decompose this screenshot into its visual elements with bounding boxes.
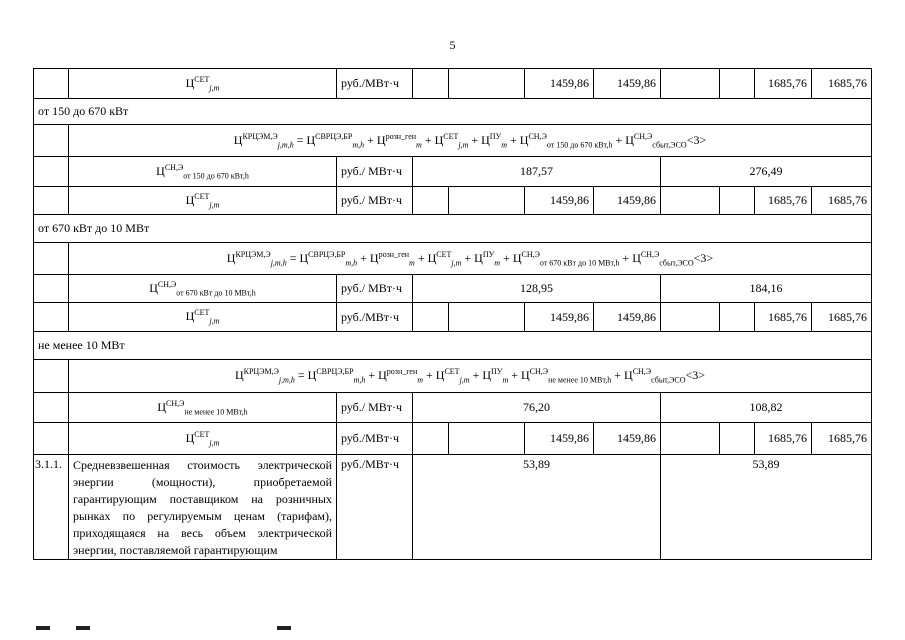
formula-670-10: $Ц^{КРЦЭМ,Э}_{j,m,h} = Ц^{СВРЦЭ,БР}_{m,h} + Ц^{розн\_ген}_m + Ц^{СЕТ}_{j,m} + Ц^{ПУ}_m + Ц^{СН,Э}_{от 670 кВт до 10 МВт,h} + Ц^{СН,Э}_{сбыт,ЭСО}<3>$ xyxy=(69,243,872,275)
unit-cell: руб./ МВт·ч xyxy=(337,157,413,187)
value-cell: 1685,76 xyxy=(812,423,872,455)
symbol-cell xyxy=(69,393,337,423)
unit-cell: руб./МВт·ч xyxy=(337,69,413,99)
tset-symbol: $Ц^{СЕТ}_{j,m}$ xyxy=(185,429,220,448)
table-row xyxy=(34,125,872,157)
table-row xyxy=(34,187,872,215)
value-cell: 187,57 xyxy=(413,157,661,187)
symbol-cell xyxy=(69,275,337,303)
table-row xyxy=(34,455,872,560)
value-cell: 1685,76 xyxy=(812,187,872,215)
unit-cell: руб./ МВт·ч xyxy=(337,393,413,423)
scan-artifact xyxy=(277,626,291,630)
value-cell: 128,95 xyxy=(413,275,661,303)
item-number: 3.1.1. xyxy=(34,455,69,560)
section-heading: от 150 до 670 кВт xyxy=(34,99,872,125)
item-number-cell xyxy=(34,69,69,99)
value-cell: 53,89 xyxy=(413,455,661,560)
value-cell: 76,20 xyxy=(413,393,661,423)
value-cell: 1685,76 xyxy=(755,423,812,455)
symbol-cell xyxy=(69,303,337,332)
unit-cell: руб./ МВт·ч xyxy=(337,275,413,303)
symbol-cell xyxy=(69,423,337,455)
table-row xyxy=(34,99,872,125)
table-row xyxy=(34,215,872,243)
item-description: Средневзвешенная стоимость электрической энергии (мощности), приобретаемой гарантирующим поставщиком на розничных рынках по регулируемым ценам (тарифам), приходящаяся на весь объем электрической энергии, поставляемой гарантирующим xyxy=(69,455,337,560)
value-cell: 1685,76 xyxy=(755,187,812,215)
unit-cell: руб./МВт·ч xyxy=(337,455,413,560)
value-cell: 1459,86 xyxy=(594,69,661,99)
table-row xyxy=(34,360,872,393)
sn-670-10-symbol: $Ц^{СН,Э}_{от 670 кВт до 10 МВт,h}$ xyxy=(149,279,256,298)
table-row xyxy=(34,275,872,303)
symbol-cell xyxy=(69,69,337,99)
page-number: 5 xyxy=(449,38,456,52)
value-cell: 1459,86 xyxy=(525,69,594,99)
table-row xyxy=(34,393,872,423)
value-cell: 1459,86 xyxy=(525,303,594,332)
unit-cell: руб./МВт·ч xyxy=(337,423,413,455)
value-cell: 1685,76 xyxy=(812,303,872,332)
table-row xyxy=(34,332,872,360)
value-cell: 53,89 xyxy=(661,455,872,560)
value-cell: 1685,76 xyxy=(812,69,872,99)
symbol-cell xyxy=(69,187,337,215)
value-cell: 1459,86 xyxy=(594,303,661,332)
value-cell: 1685,76 xyxy=(755,69,812,99)
tset-symbol: $Ц^{СЕТ}_{j,m}$ xyxy=(185,191,220,210)
table-row xyxy=(34,423,872,455)
scan-artifact xyxy=(36,626,50,630)
tariff-table xyxy=(33,68,872,560)
value-cell: 108,82 xyxy=(661,393,872,423)
formula-10: $Ц^{КРЦЭМ,Э}_{j,m,h} = Ц^{СВРЦЭ,БР}_{m,h} + Ц^{розн\_ген}_m + Ц^{СЕТ}_{j,m} + Ц^{ПУ}_m + Ц^{СН,Э}_{не менее 10 МВт,h} + Ц^{СН,Э}_{сбыт,ЭСО}<3>$ xyxy=(69,360,872,393)
section-heading: от 670 кВт до 10 МВт xyxy=(34,215,872,243)
section-heading: не менее 10 МВт xyxy=(34,332,872,360)
value-cell: 276,49 xyxy=(661,157,872,187)
symbol-cell xyxy=(69,157,337,187)
table-row xyxy=(34,69,872,99)
value-cell: 184,16 xyxy=(661,275,872,303)
table-row xyxy=(34,303,872,332)
tset-symbol: $Ц^{СЕТ}_{j,m}$ xyxy=(185,74,220,93)
table-row xyxy=(34,157,872,187)
tset-symbol: $Ц^{СЕТ}_{j,m}$ xyxy=(185,308,220,326)
unit-cell: руб./ МВт·ч xyxy=(337,187,413,215)
table-row xyxy=(34,243,872,275)
scan-artifact xyxy=(76,626,90,630)
value-cell: 1459,86 xyxy=(594,423,661,455)
value-cell: 1685,76 xyxy=(755,303,812,332)
value-cell: 1459,86 xyxy=(525,187,594,215)
sn-10-symbol: $Ц^{СН,Э}_{не менее 10 МВт,h}$ xyxy=(157,398,248,417)
value-cell: 1459,86 xyxy=(525,423,594,455)
sn-150-670-symbol: $Ц^{СН,Э}_{от 150 до 670 кВт,h}$ xyxy=(156,162,249,181)
unit-cell: руб./МВт·ч xyxy=(337,303,413,332)
value-cell: 1459,86 xyxy=(594,187,661,215)
formula-150-670: $Ц^{КРЦЭМ,Э}_{j,m,h} = Ц^{СВРЦЭ,БР}_{m,h} + Ц^{розн\_ген}_m + Ц^{СЕТ}_{j,m} + Ц^{ПУ}_m + Ц^{СН,Э}_{от 150 до 670 кВт,h} + Ц^{СН,Э}_{сбыт,ЭСО}<3>$ xyxy=(69,125,872,157)
